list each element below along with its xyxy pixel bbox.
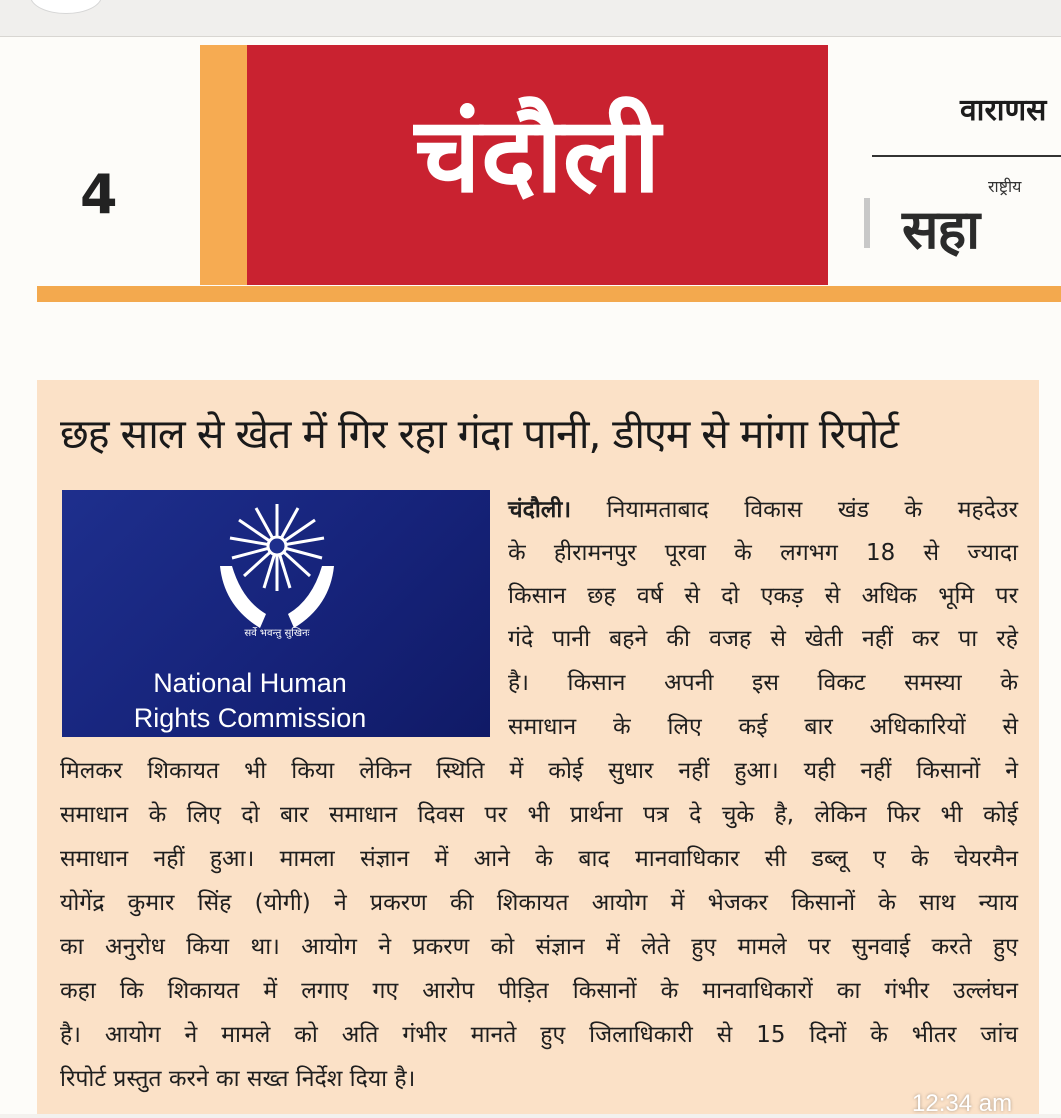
article-line: का अनुरोध किया था। आयोग ने प्रकरण को संज्ञान में लेते हुए मामले पर सुनवाई करते हुए — [60, 934, 1018, 960]
divider — [872, 155, 1061, 157]
app-logo-icon — [30, 0, 102, 14]
article-line: है। किसान अपनी इस विकट समस्या के — [508, 670, 1018, 696]
masthead-small: राष्ट्रीय — [988, 177, 1022, 196]
article-line: के हीरामनपुर पूरवा के लगभग 18 से ज्यादा — [508, 540, 1018, 566]
top-bar — [0, 0, 1061, 37]
status-time: 12:34 am — [912, 1090, 1013, 1117]
edition-city: वाराणस — [960, 93, 1047, 128]
section-title: चंदौली — [414, 94, 661, 216]
article-headline: छह साल से खेत में गिर रहा गंदा पानी, डीएम से मांगा रिपोर्ट — [60, 410, 898, 458]
nhrc-photo — [62, 490, 490, 737]
masthead-bar — [864, 198, 870, 248]
article-line: चंदौली। नियामताबाद विकास खंड के महदेउर — [508, 497, 1018, 523]
header-rule — [37, 286, 1061, 302]
page-number: 4 — [80, 163, 118, 226]
article-line: कहा कि शिकायत में लगाए गए आरोप पीड़ित किसानों के मानवाधिकारों का गंभीर उल्लंघन — [60, 978, 1018, 1004]
article-line: गंदे पानी बहने की वजह से खेती नहीं कर पा रहे — [508, 626, 1018, 652]
article-line: समाधान नहीं हुआ। मामला संज्ञान में आने के बाद मानवाधिकार सी डब्लू ए के चेयरमैन — [60, 846, 1018, 872]
article-line: समाधान के लिए दो बार समाधान दिवस पर भी प्रार्थना पत्र दे चुके है, लेकिन फिर भी कोई — [60, 802, 1018, 828]
article-line: समाधान के लिए कई बार अधिकारियों से — [508, 714, 1018, 740]
section-accent — [200, 45, 250, 285]
article-dateline: चंदौली। — [508, 497, 572, 523]
masthead-title: सहा — [902, 198, 980, 261]
nhrc-motto: सर्वे भवन्तु सुखिनः — [244, 628, 310, 639]
article-line: है। आयोग ने मामले को अति गंभीर मानते हुए जिलाधिकारी से 15 दिनों के भीतर जांच — [60, 1022, 1018, 1048]
nhrc-emblem-icon — [202, 496, 352, 646]
nhrc-name-line1: National Human — [153, 668, 347, 698]
section-banner — [247, 45, 828, 285]
article-line: रिपोर्ट प्रस्तुत करने का सख्त निर्देश दिया है। — [60, 1066, 416, 1092]
article-line: मिलकर शिकायत भी किया लेकिन स्थिति में कोई सुधार नहीं हुआ। यही नहीं किसानों ने — [60, 758, 1018, 784]
article-line: किसान छह वर्ष से दो एकड़ से अधिक भूमि पर — [508, 583, 1018, 609]
nhrc-name-line2: Rights Commission — [133, 703, 367, 733]
article-line: योगेंद्र कुमार सिंह (योगी) ने प्रकरण की शिकायत आयोग में भेजकर किसानों के साथ न्याय — [60, 890, 1018, 916]
